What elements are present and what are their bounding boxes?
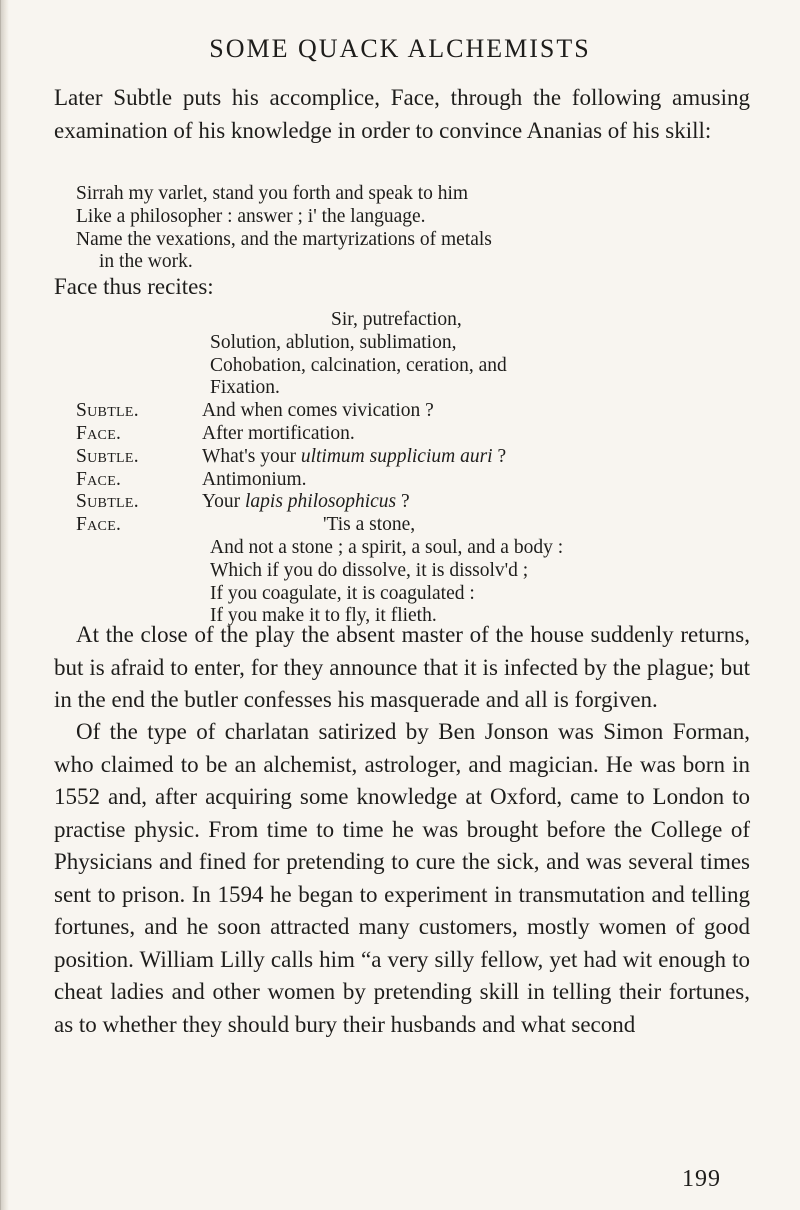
- dialogue-row: [76, 400, 756, 423]
- speaker-label: Face.: [76, 468, 122, 490]
- speech-text: Antimonium.: [202, 468, 307, 490]
- speech-text: And when comes vivication ?: [202, 400, 434, 422]
- verse-line: If you coagulate, it is coagulated :: [210, 582, 475, 604]
- recitation-line: Sir, putrefaction,: [331, 309, 462, 330]
- intro-paragraph: Later Subtle puts his accomplice, Face, through the following amusing examination of his knowledge in order to convince Ananias of his skill:: [54, 85, 750, 143]
- speech-text: Your lapis philosophicus ?: [202, 491, 410, 513]
- dialogue-row: [76, 446, 756, 469]
- simon-forman-paragraph: Of the type of charlatan satirized by Ben Jonson was Simon Forman, who claimed to be an alchemist, astrologer, and magician. He was born in 1552 and, after acquiring some knowledge at Oxford, came to London to practise physic. From time to time he was brought before the College of Physicians and fined for pretending to cure the sick, and was several times sent to prison. In 1594 he began to experiment in transmutation and telling fortunes, and he soon attracted many customers, mostly women of good position. William Lilly calls him “a very silly fellow, yet had wit enough to cheat ladies and other women by pretending skill in telling their fortunes, as to whether they should bury their husbands and what second: [54, 719, 750, 1037]
- speech-text: What's your ultimum supplicium auri ?: [202, 445, 507, 467]
- verse-line: Like a philosopher : answer ; i' the language.: [76, 205, 426, 227]
- page-fold-line: [0, 0, 1, 1210]
- quote-block-subtle: [76, 183, 756, 274]
- dialogue-row: [76, 469, 756, 492]
- speaker-label: Face.: [76, 514, 122, 536]
- scan-shadow-edge: [0, 0, 9, 1210]
- speaker-label: Subtle.: [76, 445, 139, 467]
- verse-line: in the work.: [99, 251, 193, 273]
- recitation-line: Solution, ablution, sublimation,: [210, 331, 457, 353]
- verse-line: If you make it to fly, it flieth.: [210, 605, 437, 627]
- speech-text: After mortification.: [202, 422, 355, 444]
- running-header: SOME QUACK ALCHEMISTS: [209, 34, 591, 63]
- verse-line: Sirrah my varlet, stand you forth and speak to him: [76, 183, 469, 204]
- verse-line: Which if you do dissolve, it is dissolv'd ;: [210, 559, 529, 581]
- dialogue-row: [76, 491, 756, 514]
- speaker-label: Face.: [76, 422, 122, 444]
- speaker-label: Subtle.: [76, 400, 139, 422]
- page-number: 199: [682, 1166, 721, 1192]
- speech-text: 'Tis a stone,: [323, 514, 416, 536]
- speaker-label: Subtle.: [76, 491, 139, 513]
- verse-line: Name the vexations, and the martyrizations of metals: [76, 228, 492, 250]
- dialogue-block: [76, 309, 756, 628]
- dialogue-row: [76, 423, 756, 446]
- recitation-line: Fixation.: [210, 377, 280, 399]
- recitation-line: Cohobation, calcination, ceration, and: [210, 354, 507, 376]
- dialogue-row: [76, 514, 756, 537]
- verse-line: And not a stone ; a spirit, a soul, and a body :: [210, 536, 564, 558]
- face-intro-line: Face thus recites:: [54, 274, 214, 299]
- close-of-play-paragraph: At the close of the play the absent master of the house suddenly returns, but is afraid to enter, for they announce that it is infected by the plague; but in the end the butler confesses his masquerade and all is forgiven.: [54, 622, 750, 712]
